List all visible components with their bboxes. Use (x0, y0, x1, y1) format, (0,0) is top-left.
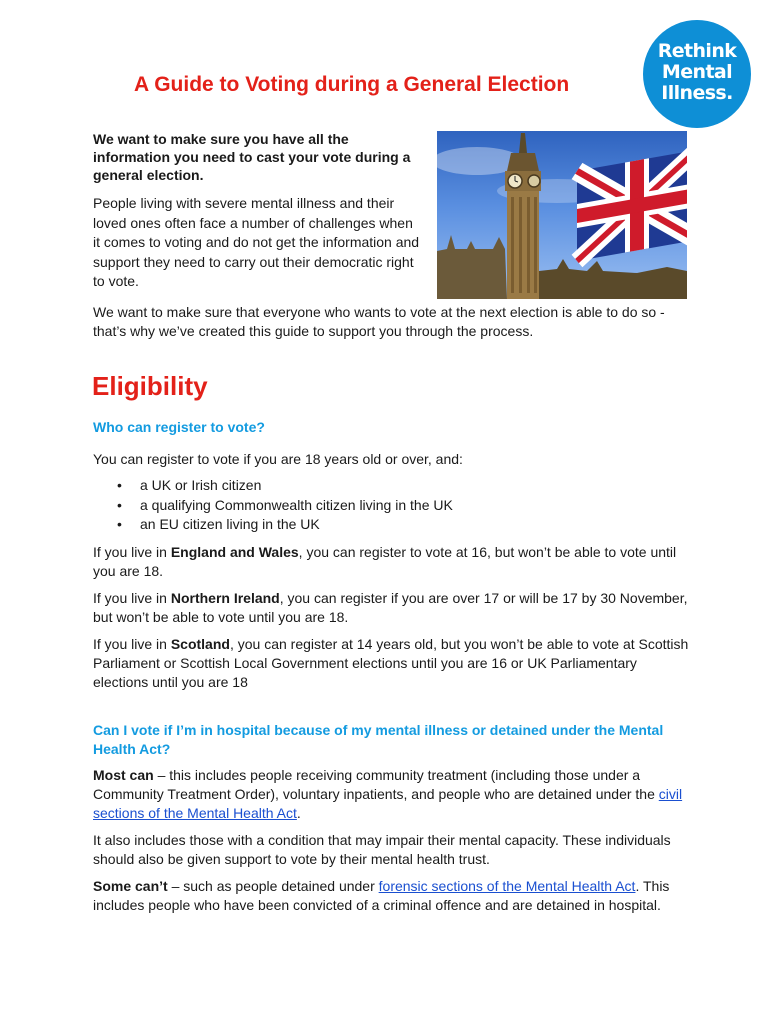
intro-paragraph-1: People living with severe mental illness and their loved ones often face a number of challenges when it comes to voting and do not get the information and support they need to carry out their democratic right to vote. (93, 195, 420, 289)
capacity-paragraph: It also includes those with a condition that may impair their mental capacity. These individuals should also be given support to vote by their mental health trust. (93, 832, 671, 867)
big-ben-union-jack-photo (437, 131, 687, 299)
bullet-text: a UK or Irish citizen (140, 477, 262, 493)
england-wales-bold: England and Wales (170, 544, 299, 560)
register-lead-text: You can register to vote if you are 18 years old or over, and: (93, 451, 463, 467)
civil-sections-link[interactable]: civil sections of the Mental Health Act (93, 786, 683, 821)
eligibility-heading: Eligibility (92, 371, 208, 401)
england-wales-paragraph: If you live in England and Wales, you can register to vote at 16, but won’t be able to vote until you are 18. (93, 544, 677, 579)
intro-paragraph-2: We want to make sure that everyone who wants to vote at the next election is able to do so - that’s why we’ve created this guide to support you through the process. (93, 304, 665, 339)
big-ben-tower (505, 133, 541, 299)
some-cant-bold: Some can’t (93, 878, 168, 894)
logo-line-3: Illness. (661, 82, 733, 104)
list-item: • a qualifying Commonwealth citizen living in the UK (117, 496, 453, 513)
northern-ireland-bold: Northern Ireland (170, 590, 280, 606)
bullet-text: an EU citizen living in the UK (140, 516, 320, 532)
most-can-bold: Most can (93, 767, 154, 783)
who-can-register-heading: Who can register to vote? (93, 419, 265, 435)
logo-line-1: Rethink (657, 40, 737, 62)
logo-text (643, 41, 751, 104)
list-item: • a UK or Irish citizen (117, 477, 262, 493)
forensic-sections-link[interactable]: forensic sections of the Mental Health Act (378, 878, 636, 894)
list-item: • an EU citizen living in the UK (117, 516, 320, 532)
logo-line-2: Mental (661, 61, 733, 83)
northern-ireland-paragraph: If you live in Northern Ireland, you can register if you are over 17 or will be 17 by 30 November, but won’t be able to vote until you are 18. (93, 590, 688, 625)
hospital-voting-heading: Can I vote if I’m in hospital because of my mental illness or detained under the Mental Health Act? (93, 722, 664, 757)
union-jack-flag (577, 150, 687, 261)
intro-bold-text: We want to make sure you have all the information you need to cast your vote during a general election. (93, 131, 411, 183)
scotland-bold: Scotland (170, 636, 230, 652)
most-can-paragraph: Most can – this includes people receiving community treatment (including those under a Community Treatment Order), voluntary inpatients, and people who are detained under the civil sections of the Mental Health Act. (93, 767, 683, 821)
rethink-mental-illness-logo (643, 20, 751, 128)
bullet-text: a qualifying Commonwealth citizen living in the UK (140, 496, 453, 513)
scotland-paragraph: If you live in Scotland, you can register at 14 years old, but you won’t be able to vote at Scottish Parliament or Scottish Local Government elections until you are 16 or UK Parliamentary elections until you are 18 (93, 636, 689, 690)
page-title: A Guide to Voting during a General Election (134, 73, 570, 96)
some-cant-paragraph: Some can’t – such as people detained under forensic sections of the Mental Health Act. This includes people who have been convicted of a criminal offence and are detained in hospital. (93, 878, 670, 913)
eligibility-bullet-list (93, 476, 653, 535)
